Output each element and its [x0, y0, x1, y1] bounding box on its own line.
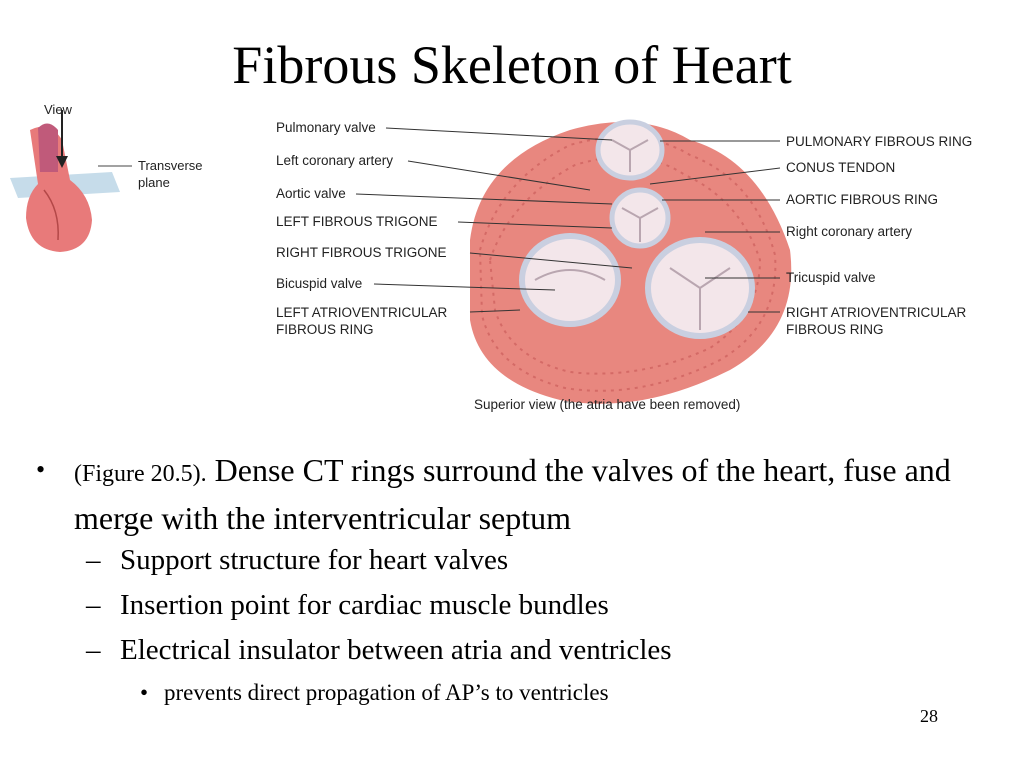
inset-heart-icon — [10, 110, 132, 252]
label-pulmonary-valve: Pulmonary valve — [276, 120, 376, 135]
label-tricuspid-valve: Tricuspid valve — [786, 270, 876, 285]
dash: – — [86, 589, 101, 621]
label-right-coronary-artery: Right coronary artery — [786, 224, 913, 239]
main-bullet-body: Dense CT rings surround the valves of the heart, fuse and merge with the interventricular septum — [74, 452, 951, 536]
main-bullet-text — [74, 448, 966, 540]
sub-bullet-3 — [86, 632, 672, 668]
bullet-dot: • — [140, 680, 149, 705]
bullet-dot: • — [36, 455, 46, 484]
label-right-av-ring-2: FIBROUS RING — [786, 322, 884, 337]
label-bicuspid-valve: Bicuspid valve — [276, 276, 363, 291]
page-number: 28 — [920, 706, 938, 726]
inset-view-label: View — [44, 102, 72, 117]
dash: – — [86, 544, 101, 576]
inset-plane-label-2: plane — [138, 175, 170, 190]
label-left-av-ring-1: LEFT ATRIOVENTRICULAR — [276, 305, 448, 320]
label-left-av-ring-2: FIBROUS RING — [276, 322, 374, 337]
label-aortic-fibrous-ring: AORTIC FIBROUS RING — [786, 192, 939, 207]
main-bullet — [36, 448, 966, 540]
label-right-av-ring-1: RIGHT ATRIOVENTRICULAR — [786, 305, 967, 320]
sub-bullet-text: Electrical insulator between atria and ventricles — [120, 634, 672, 666]
sub-sub-bullet-text: prevents direct propagation of AP’s to ventricles — [164, 680, 609, 705]
inset-plane-label-1: Transverse — [138, 158, 203, 173]
sub-bullet-2 — [86, 587, 609, 623]
label-left-fibrous-trigone: LEFT FIBROUS TRIGONE — [276, 214, 438, 229]
sub-bullet-text: Support structure for heart valves — [120, 544, 509, 576]
figure-reference: (Figure 20.5). — [74, 461, 207, 487]
label-conus-tendon: CONUS TENDON — [786, 160, 896, 175]
figure-caption: Superior view (the atria have been removed) — [474, 397, 741, 412]
sub-bullet-1 — [86, 542, 508, 578]
dash: – — [86, 634, 101, 666]
label-pulmonary-fibrous-ring: PULMONARY FIBROUS RING — [786, 134, 973, 149]
slide-title: Fibrous Skeleton of Heart — [232, 35, 792, 95]
sub-sub-bullet — [140, 678, 609, 708]
heart-figure — [0, 100, 1024, 430]
label-aortic-valve: Aortic valve — [276, 186, 346, 201]
label-left-coronary-artery: Left coronary artery — [276, 153, 394, 168]
label-right-fibrous-trigone: RIGHT FIBROUS TRIGONE — [276, 245, 447, 260]
sub-bullet-text: Insertion point for cardiac muscle bundles — [120, 589, 609, 621]
